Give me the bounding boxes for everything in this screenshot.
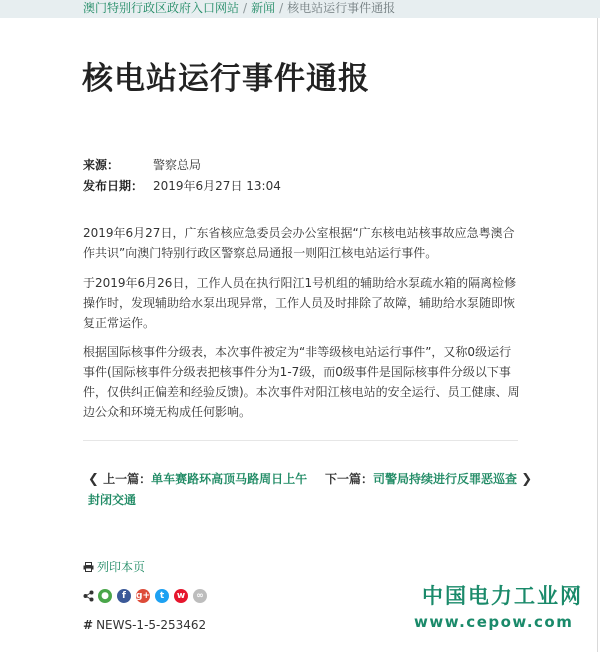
prev-article-nav[interactable] [88, 469, 307, 510]
next-article-link[interactable]: 司警局持续进行反罪恶巡查 [373, 472, 518, 486]
weibo-icon[interactable]: w [174, 589, 188, 603]
date-row [83, 178, 281, 194]
source-row [83, 157, 201, 173]
share-icon [83, 590, 94, 602]
news-tag-value: NEWS-1-5-253462 [96, 618, 207, 632]
print-button[interactable] [83, 559, 145, 575]
article-paragraph: 于2019年6月26日，工作人员在执行阳江1号机组的辅助给水泵疏水箱的隔离检修操作时，发现辅助给水泵出现异常，工作人员及时排除了故障，辅助给水泵随即恢复正常运作。 [83, 276, 517, 330]
breadcrumb [83, 1, 395, 16]
article-paragraph: 2019年6月27日，广东省核应急委员会办公室根据“广东核电站核事故应急粤澳合作共识”向澳门特别行政区警察总局通报一则阳江核电站运行事件。 [83, 226, 515, 260]
breadcrumb-current: 核电站运行事件通报 [287, 1, 396, 15]
page-edge [597, 18, 598, 652]
breadcrumb-home-link[interactable]: 澳门特别行政区政府入口网站 [83, 1, 240, 15]
prev-article-link[interactable]: 单车赛路环高顶马路周日上午 [151, 472, 308, 486]
link-icon[interactable]: ∞ [193, 589, 207, 603]
news-tag [83, 617, 206, 633]
printer-icon [83, 562, 94, 572]
breadcrumb-separator: / [279, 1, 284, 15]
facebook-icon[interactable]: f [117, 589, 131, 603]
wechat-icon[interactable]: ● [98, 589, 112, 603]
date-label: 发布日期： [83, 179, 144, 193]
next-article-nav[interactable] [325, 469, 532, 490]
prev-label: 上一篇： [103, 472, 152, 486]
hashtag-icon: # [83, 618, 94, 632]
print-label: 列印本页 [97, 560, 146, 574]
chevron-right-icon: ❯ [521, 472, 533, 487]
breadcrumb-separator: / [243, 1, 248, 15]
google-plus-icon[interactable]: g+ [136, 591, 150, 601]
source-label: 来源： [83, 158, 120, 172]
next-label: 下一篇： [325, 472, 374, 486]
watermark-title: 中国电力工业网 [422, 584, 583, 608]
source-value: 警察总局 [153, 158, 202, 172]
article-paragraph: 根据国际核事件分级表，本次事件被定为“非等级核电站运行事件”，又称0级运行事件(国际核事件分级表把核事件分为1-7级，而0级事件是国际核事件分级以下事件，仅供纠正偏差和经验反馈)。本次事件对阳江核电站的安全运行、员工健康、周边公众和环境无构成任何影响。 [83, 345, 520, 419]
chevron-left-icon: ❮ [88, 472, 99, 487]
divider [83, 440, 518, 441]
date-value: 2019年6月27日 13:04 [153, 179, 281, 193]
breadcrumb-news-link[interactable]: 新闻 [251, 1, 276, 15]
prev-article-link-cont[interactable]: 封闭交通 [88, 493, 137, 507]
watermark-url: www.cepow.com [414, 613, 574, 631]
twitter-icon[interactable]: t [155, 589, 169, 603]
page-title: 核电站运行事件通报 [82, 61, 370, 97]
